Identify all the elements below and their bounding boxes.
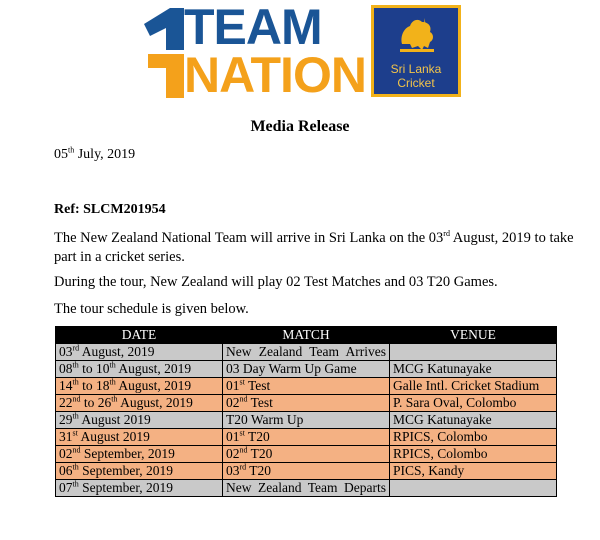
match-type: Test (244, 378, 271, 393)
cell-venue: P. Sara Oval, Colombo (390, 395, 557, 412)
table-row (56, 480, 557, 497)
table-row (56, 344, 557, 361)
cell-match (223, 412, 390, 429)
reference-number: Ref: SLCM201954 (54, 202, 166, 217)
cell-match: New Zealand Team Departs (223, 480, 390, 497)
cell-venue: Galle Intl. Cricket Stadium (390, 378, 557, 395)
date-text: September, 2019 (78, 463, 174, 478)
match-num: 01 (226, 429, 240, 444)
date-num: 29 (59, 412, 73, 427)
date-suffix: nd (72, 394, 81, 404)
date-suffix-2: th (109, 377, 116, 387)
table-row (56, 378, 557, 395)
date-day: 05 (54, 147, 68, 162)
date-num: 22 (59, 395, 73, 410)
cell-match: New Zealand Team Arrives (223, 344, 390, 361)
match-type: T20 (244, 429, 270, 444)
match-num: 03 (226, 463, 240, 478)
logo-word-nation: NATION (184, 47, 366, 103)
date-num: 06 (59, 463, 73, 478)
cell-date (56, 429, 223, 446)
cell-date (56, 446, 223, 463)
date-text: August 2019 (77, 429, 150, 444)
date-text: September, 2019 (80, 446, 175, 461)
cell-date (56, 480, 223, 497)
cell-venue: MCG Katunayake (390, 412, 557, 429)
cell-match (223, 463, 390, 480)
date-text: August, 2019 (79, 344, 155, 359)
date-num: 14 (59, 378, 73, 393)
date-suffix: th (72, 411, 79, 421)
one-team-nation-logo (140, 0, 366, 103)
cell-match (223, 378, 390, 395)
release-date (54, 147, 135, 163)
date-suffix: th (72, 462, 79, 472)
date-text: to 26 (80, 395, 112, 410)
sri-lanka-cricket-logo (371, 5, 461, 97)
match-suffix: st (239, 428, 245, 438)
cell-date (56, 344, 223, 361)
date-text-2: August, 2019 (115, 361, 192, 376)
cell-match (223, 361, 390, 378)
match-type: T20 (247, 446, 273, 461)
match-suffix: st (239, 377, 245, 387)
date-suffix: rd (72, 343, 80, 353)
slc-logo-line1: Sri Lanka (390, 62, 442, 76)
date-text-2: August, 2019 (115, 378, 192, 393)
match-num: 01 (226, 378, 240, 393)
cell-match (223, 429, 390, 446)
table-row (56, 361, 557, 378)
date-suffix-2: th (109, 360, 116, 370)
date-num: 03 (59, 344, 73, 359)
table-row (56, 446, 557, 463)
cell-date (56, 395, 223, 412)
date-text: to 18 (78, 378, 110, 393)
match-num: 02 (226, 446, 240, 461)
date-suffix-2: th (111, 394, 118, 404)
document-title: Media Release (250, 118, 350, 135)
table-row (56, 395, 557, 412)
date-suffix: nd (72, 445, 81, 455)
date-num: 31 (59, 429, 73, 444)
date-suffix: th (72, 377, 79, 387)
cell-match (223, 395, 390, 412)
cell-date (56, 463, 223, 480)
column-header-date: DATE (56, 327, 223, 344)
date-suffix: st (72, 428, 78, 438)
column-header-venue: VENUE (390, 327, 557, 344)
tour-schedule-table (55, 326, 557, 497)
match-suffix: nd (239, 445, 248, 455)
match-type: T20 (246, 463, 272, 478)
cell-venue (390, 344, 557, 361)
match-suffix: rd (239, 462, 247, 472)
date-num: 02 (59, 446, 73, 461)
paragraph-matches: During the tour, New Zealand will play 02 Test Matches and 03 T20 Games. (54, 274, 498, 290)
cell-venue: RPICS, Colombo (390, 429, 557, 446)
logo-word-team: TEAM (184, 0, 322, 55)
cell-venue: PICS, Kandy (390, 463, 557, 480)
table-header-row (56, 327, 557, 344)
table-row (56, 412, 557, 429)
paragraph-arrival-a: The New Zealand National Team will arrive in Sri Lanka on the 03 (54, 230, 444, 246)
date-suffix: th (72, 360, 79, 370)
date-num: 08 (59, 361, 73, 376)
date-day-suffix: th (68, 145, 75, 155)
paragraph-arrival (54, 229, 574, 267)
cell-date (56, 378, 223, 395)
column-header-match: MATCH (223, 327, 390, 344)
date-text-2: August, 2019 (117, 395, 193, 410)
match-num: 02 (226, 395, 240, 410)
date-num: 07 (59, 480, 73, 495)
date-text: August 2019 (78, 412, 151, 427)
date-suffix: th (72, 479, 79, 489)
cell-date (56, 412, 223, 429)
match-suffix: nd (239, 394, 248, 404)
match-text: 03 Day Warm Up Game (226, 361, 357, 376)
table-row (56, 463, 557, 480)
date-text: September, 2019 (78, 480, 174, 495)
match-type: Test (247, 395, 273, 410)
date-text: to 10 (78, 361, 110, 376)
cell-venue: RPICS, Colombo (390, 446, 557, 463)
slc-logo-line2: Cricket (397, 76, 435, 90)
table-row (56, 429, 557, 446)
match-text: T20 Warm Up (226, 412, 304, 427)
cell-match (223, 446, 390, 463)
date-rest: July, 2019 (74, 147, 136, 162)
cell-venue (390, 480, 557, 497)
paragraph-arrival-b: August, 2019 to take part in a cricket series. (54, 230, 574, 265)
paragraph-schedule-intro: The tour schedule is given below. (54, 301, 249, 317)
cell-date (56, 361, 223, 378)
cell-venue: MCG Katunayake (390, 361, 557, 378)
lion-crest-icon (394, 14, 440, 54)
paragraph-arrival-suffix: rd (443, 229, 450, 239)
